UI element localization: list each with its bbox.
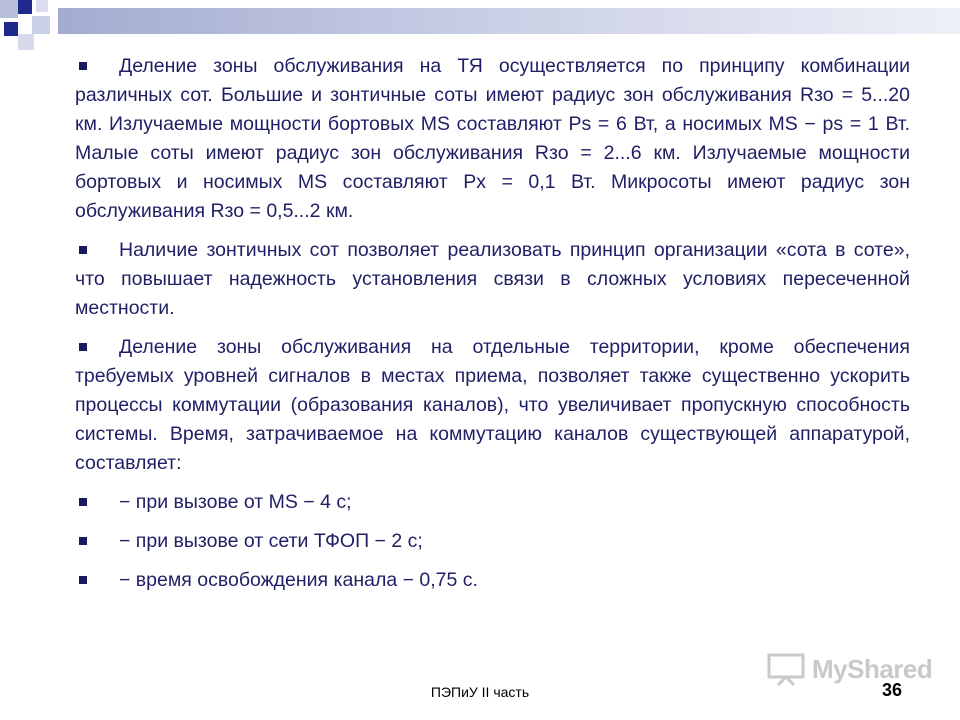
paragraph-switching-time [75,333,910,478]
list-item-channel-release [75,566,910,595]
decor-square [32,16,50,34]
paragraph-zone-division [75,52,910,226]
list-item-ms-call [75,488,910,517]
bullet-icon [79,498,87,506]
bullet-icon [79,62,87,70]
list-item-text: − при вызове от сети ТФОП − 2 с; [119,530,423,552]
header-bar [58,8,960,34]
paragraph-umbrella-cells [75,236,910,323]
slide-content [75,52,910,605]
presentation-board-icon [766,652,806,686]
decor-square [0,0,18,18]
paragraph-text: Наличие зонтичных сот позволяет реализовать принцип организации «сота в соте», что повышает надежность установления связи в сложных условиях пересеченной местности. [75,239,910,319]
paragraph-text: Деление зоны обслуживания на ТЯ осуществляется по принципу комбинации различных сот. Большие и зонтичные соты имеют радиус зон обслуживания Rзо = 5...20 км. Излучаемые мощности бортовых MS составляют Ps = 6 Вт, а носимых MS − ps = 1 Вт. Малые соты имеют радиус зон обслуживания Rзо = 2...6 км. Излучаемые мощности бортовых и носимых MS составляют Px = 0,1 Вт. Микросоты имеют радиус зон обслуживания Rзо = 0,5...2 км. [75,55,910,222]
list-item-network-call [75,527,910,556]
decor-square [18,34,34,50]
bullet-icon [79,576,87,584]
decor-square [36,0,48,12]
bullet-icon [79,246,87,254]
bullet-icon [79,343,87,351]
bullet-icon [79,537,87,545]
decor-square [18,0,32,14]
watermark [766,652,932,686]
decor-square [4,22,18,36]
page-number: 36 [882,680,903,700]
watermark-text: MyShared [812,653,933,684]
list-item-text: − при вызове от MS − 4 с; [119,491,352,513]
footer-title: ПЭПиУ II часть [430,684,530,700]
paragraph-text: Деление зоны обслуживания на отдельные территории, кроме обеспечения требуемых уровней сигналов в местах приема, позволяет также существенно ускорить процессы коммутации (образования каналов), что увеличивает пропускную способность системы. Время, затрачиваемое на коммутацию каналов существующей аппаратурой, составляет: [75,336,910,474]
list-item-text: − время освобождения канала − 0,75 с. [119,569,478,591]
